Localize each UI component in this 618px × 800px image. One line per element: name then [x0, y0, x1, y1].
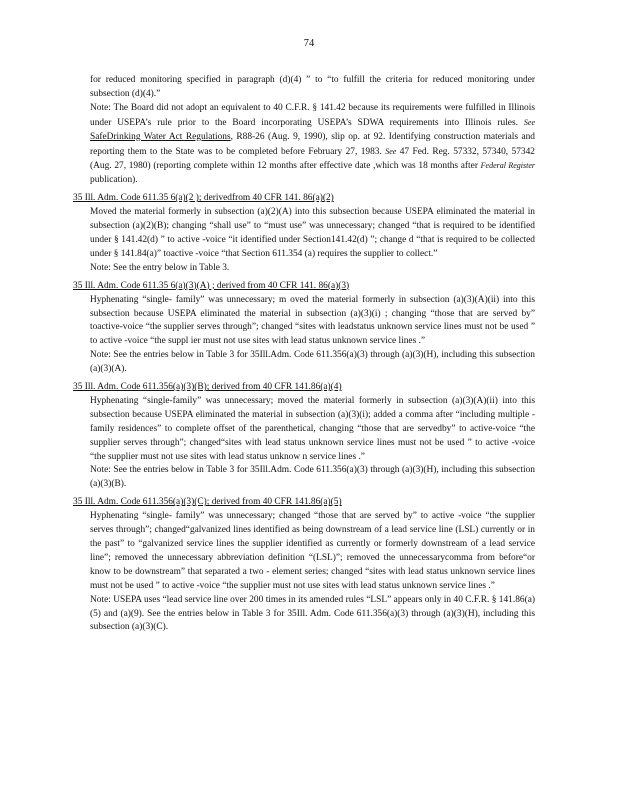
- intro-note-part-b: , R88-26 (Aug. 9, 1990), slip op. at 92. Identifying construction materials and reporting them to the State was to be completed before February 27, 1983.: [90, 131, 535, 157]
- page-number: 74: [303, 38, 315, 49]
- page-content: [73, 74, 535, 635]
- intro-note: [90, 102, 535, 188]
- code-entry: [73, 192, 535, 275]
- entry-body: Hyphenating “single- family” was unnecessary; changed “those that are served by” to active -voice “the supplier serves through”; changed“galvanized lines identified as being downstream of a lead service line (LSL) currently or in the past” to “galvanized service lines the supplier identified as currently or formerly downstream of a lead service line”; removed the unnecessary abbreviation definition “(LSL)”; removed the unnecessarycomma from before“or know to be downstream” that separated a two - element series; changed “sites with lead status unknown service lines must not be used ” to active -voice “the supplier must not use sites with lead status unknown service lines .”: [90, 511, 535, 591]
- intro-note-see-1: See: [523, 117, 535, 127]
- intro-note-federal-register: Federal Register: [480, 161, 536, 171]
- entry-note: Note: See the entries below in Table 3 for 35Ill.Adm. Code 611.356(a)(3) through (a)(3)(H), including this subsection (a)(3)(A).: [90, 350, 535, 375]
- intro-note-part-d: publication).: [90, 175, 138, 186]
- intro-note-case-name: SafeDrinking Water Act Regulations: [90, 131, 231, 142]
- code-entry: [73, 280, 535, 377]
- entry-note: Note: See the entry below in Table 3.: [90, 262, 230, 273]
- entry-body: Hyphenating “single-family” was unnecessary; moved the material formerly in subsection (a)(3)(A)(ii) into this subsection because USEPA eliminated the material in subsection (a)(3)(i); added a comma after “including multiple -family residences” to complete offset of the parenthetical, changing “those that are servedby” to active-voice “the supplier serves through”; changed“sites with lead status unknown service lines must not be used ” to active -voice “the supplier must not use sites with lead status unknow n service lines .”: [90, 395, 535, 462]
- entry-body: Moved the material formerly in subsection (a)(2)(A) into this subsection because USEPA eliminated the material in subsection (a)(2)(B); changing “shall use” to “must use” was unnecessary; changed “that is required to be identified under § 141.42(d) ” to active -voice “it identified under Section141.42(d) ”; change d “that is required to be collected under § 141.84(a)” toactive -voice “that Section 611.354 (a) requires the supplier to collect.”: [90, 207, 535, 259]
- entry-heading: 35 Ill. Adm. Code 611.35 6(a)(3)(A) ; derived from 40 CFR 141. 86(a)(3): [73, 280, 350, 291]
- entry-note: Note: See the entries below in Table 3 for 35Ill.Adm. Code 611.356(a)(3) through (a)(3)(H), including this subsection (a)(3)(B).: [90, 465, 535, 490]
- intro-note-part-c: 47 Fed. Reg. 57332, 57340, 57342 (Aug. 27, 1980) (reporting complete within 12 months after effective date ,which was 18 months after: [90, 146, 535, 172]
- entry-note: Note: USEPA uses “lead service line over 200 times in its amended rules “LSL” appears only in 40 C.F.R. § 141.86(a)(5) and (a)(9). See the entries below in Table 3 for 35Ill. Adm. Code 611.356(a)(3) through (a)(3)(H), including this subsection (a)(3)(C).: [90, 594, 535, 633]
- code-entry: [73, 496, 535, 635]
- entry-heading: 35 Ill. Adm. Code 611.35 6(a)(2 ); derivedfrom 40 CFR 141. 86(a)(2): [73, 193, 334, 204]
- intro-note-part-a: Note: The Board did not adopt an equivalent to 40 C.F.R. § 141.42 because its requirements were fulfilled in Illinois under USEPA’s rule prior to the Board incorporating USEPA’s SDWA requirements into Illinois rules.: [90, 102, 535, 128]
- entry-body: Hyphenating “single- family” was unnecessary; m oved the material formerly in subsection (a)(3)(A)(ii) into this subsection because USEPA eliminated the material in subsection (a)(3)(i) ; changing “those that are served by” toactive-voice “the supplier serves through”; changed “sites with leadstatus unknown service lines must not be used ” to active -voice “the suppl ier must not use sites with lead status unknown service lines .”: [90, 294, 535, 347]
- entry-heading: 35 Ill. Adm. Code 611.356(a)(3)(C); derived from 40 CFR 141.86(a)(5): [73, 497, 342, 508]
- code-entry: [73, 381, 535, 492]
- intro-note-see-2: See: [385, 146, 397, 156]
- intro-text: for reduced monitoring specified in paragraph (d)(4) ” to “to fulfill the criteria for reduced monitoring under subsection (d)(4).”: [90, 75, 535, 99]
- entry-heading: 35 Ill. Adm. Code 611.356(a)(3)(B); derived from 40 CFR 141.86(a)(4): [73, 382, 342, 393]
